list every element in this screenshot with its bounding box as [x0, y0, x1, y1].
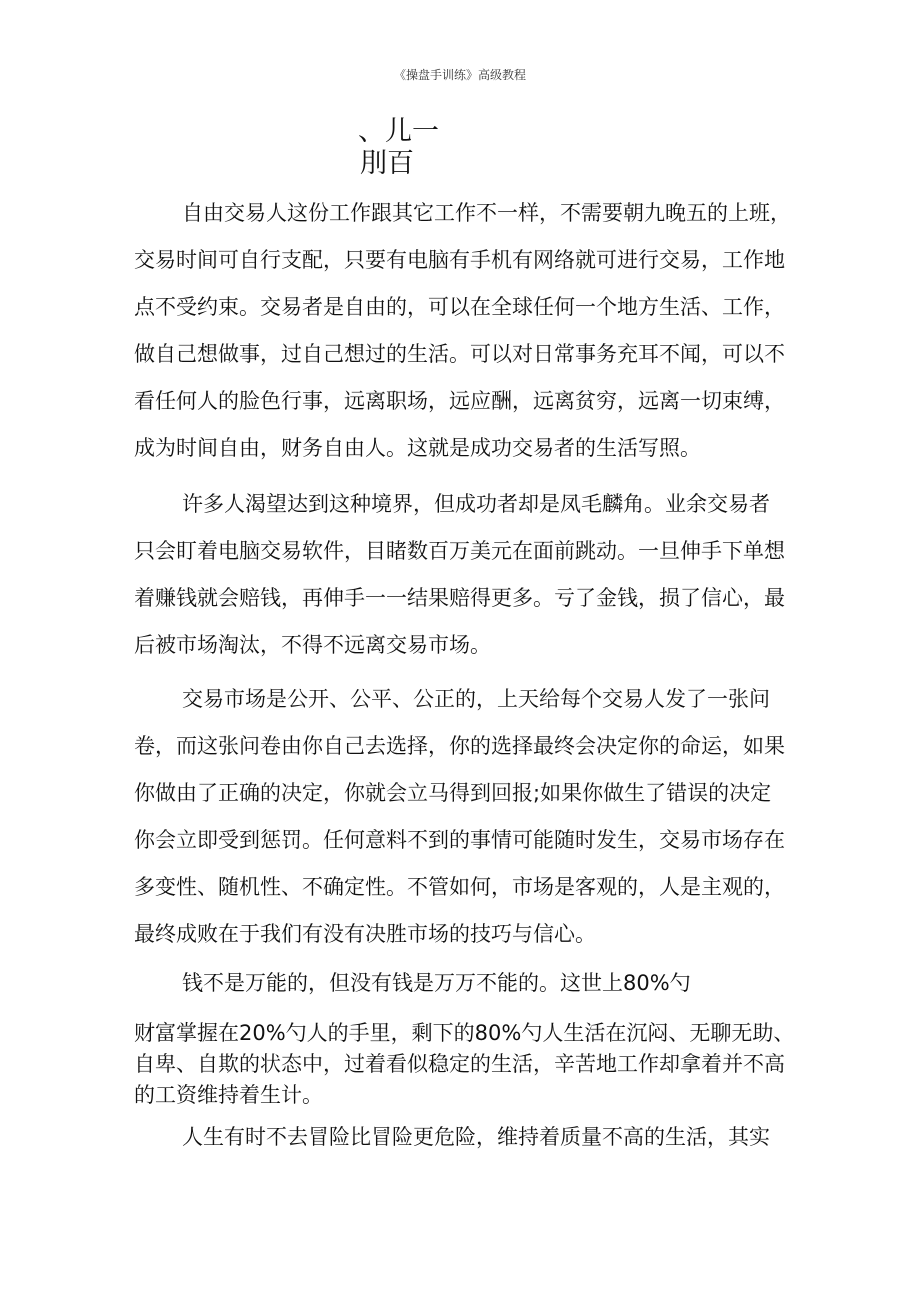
text-line: 看任何人的脸色行事，远离职场，远应酬，远离贫穷，远离一切束缚， — [134, 389, 785, 413]
text-line: 自卑、自欺的状态中，过着看似稳定的生活，辛苦地工作却拿着并不高 — [134, 1052, 785, 1076]
paragraph-1 — [134, 190, 794, 472]
heading-line-2: 刖百 — [360, 148, 414, 179]
text-line: 的工资维持着生计。 — [134, 1083, 323, 1107]
text-line: 你做由了正确的决定，你就会立马得到回报;如果你做生了错误的决定 — [134, 781, 772, 805]
text-line: 做自己想做事，过自己想过的生活。可以对日常事务充耳不闻，可以不 — [134, 342, 785, 366]
text-line: 许多人渴望达到这种境界，但成功者却是凤毛麟角。业余交易者 — [182, 492, 770, 516]
text-line: 卷，而这张问卷由你自己去选择，你的选择最终会决定你的命运，如果 — [134, 734, 785, 758]
text-line: 交易时间可自行支配，只要有电脑有手机有网络就可进行交易，工作地 — [134, 248, 785, 272]
text-line: 成为时间自由，财务自由人。这就是成功交易者的生活写照。 — [134, 436, 701, 460]
text-line: 多变性、随机性、不确定性。不管如何，市场是客观的，人是主观的， — [134, 875, 785, 899]
text-line: 你会立即受到惩罚。任何意料不到的事情可能随时发生，交易市场存在 — [134, 828, 785, 852]
text-line: 人生有时不去冒险比冒险更危险，维持着质量不高的生活，其实 — [182, 1125, 770, 1149]
running-header: 《操盘手训练》高级教程 — [393, 68, 526, 82]
text-line: 最终成败在于我们有没有决胜市场的技巧与信心。 — [134, 922, 596, 946]
paragraph-5 — [134, 1018, 794, 1111]
text-line: 交易市场是公开、公平、公正的，上天给每个交易人发了一张问 — [182, 687, 770, 711]
text-line: 财富掌握在20%勺人的手里，剩下的80%勺人生活在沉闷、无聊无助、 — [134, 1021, 795, 1045]
paragraph-3 — [134, 676, 794, 958]
text-line: 着赚钱就会赔钱，再伸手一一结果赔得更多。亏了金钱，损了信心，最 — [134, 586, 785, 610]
heading-line-1: 、儿一 — [358, 116, 439, 147]
text-line: 点不受约束。交易者是自由的，可以在全球任何一个地方生活、工作， — [134, 295, 785, 319]
paragraph-2 — [134, 481, 794, 669]
paragraph-6 — [134, 1114, 794, 1161]
text-line: 只会盯着电脑交易软件，目睹数百万美元在面前跳动。一旦伸手下单想 — [134, 539, 785, 563]
text-line: 钱不是万能的，但没有钱是万万不能的。这世上80%勺 — [182, 971, 691, 995]
text-line: 自由交易人这份工作跟其它工作不一样，不需要朝九晚五的上班， — [182, 201, 791, 225]
paragraph-4 — [134, 960, 794, 1007]
text-line: 后被市场淘汰，不得不远离交易市场。 — [134, 633, 491, 657]
